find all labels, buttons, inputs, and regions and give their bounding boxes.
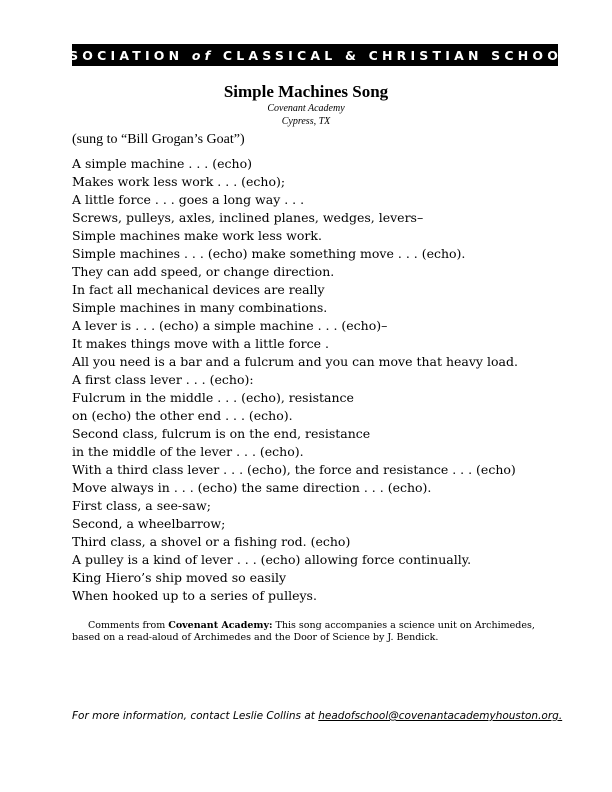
lyric-line: Third class, a shovel or a fishing rod. (echo)	[72, 534, 351, 549]
lyric-line: King Hiero’s ship moved so easily	[72, 570, 287, 585]
comment-school: Covenant Academy:	[168, 620, 273, 631]
lyric-line: Second class, fulcrum is on the end, resistance	[72, 426, 371, 441]
banner-text-schools: CLASSICAL & CHRISTIAN SCHOOLS	[222, 47, 588, 63]
header-banner	[42, 44, 588, 66]
lyric-line: First class, a see-saw;	[72, 498, 211, 513]
lyric-line: With a third class lever . . . (echo), the force and resistance . . . (echo)	[72, 462, 516, 477]
lyric-line: Screws, pulleys, axles, inclined planes, wedges, levers–	[72, 210, 424, 225]
comment-paragraph	[72, 620, 560, 644]
lyric-line: Fulcrum in the middle . . . (echo), resistance	[72, 390, 354, 405]
lyric-line: Second, a wheelbarrow;	[72, 516, 226, 531]
lyric-line: In fact all mechanical devices are really	[72, 282, 325, 297]
contact-email-link[interactable]: headofschool@covenantacademyhouston.org.	[318, 710, 563, 722]
banner-text-of: of	[191, 47, 215, 63]
song-title: Simple Machines Song	[223, 82, 389, 101]
footer-text: For more information, contact Leslie Collins at	[72, 710, 319, 722]
lyric-line: in the middle of the lever . . . (echo).	[72, 444, 304, 459]
comment-text: This song accompanies a science unit on Archimedes, based on a read-aloud of Archimedes and the Door of Science by J. Bendick.	[72, 620, 535, 643]
lyric-line: A little force . . . goes a long way . . .	[72, 192, 305, 207]
school-name: Covenant Academy	[267, 103, 345, 114]
lyric-line: They can add speed, or change direction.	[72, 264, 335, 279]
lyric-line: on (echo) the other end . . . (echo).	[72, 408, 293, 423]
lyric-line: It makes things move with a little force .	[72, 336, 329, 351]
lyric-line: Simple machines make work less work.	[72, 228, 322, 243]
comment-lead: Comments from	[88, 620, 169, 631]
lyric-line: A simple machine . . . (echo)	[72, 156, 252, 171]
banner-text-association: ASSOCIATION	[42, 47, 184, 63]
lyric-line: Move always in . . . (echo) the same direction . . . (echo).	[72, 480, 432, 495]
contact-footer	[72, 710, 562, 722]
lyric-line: A lever is . . . (echo) a simple machine . . . (echo)–	[72, 318, 388, 333]
lyric-line: Simple machines in many combinations.	[72, 300, 328, 315]
lyric-line: All you need is a bar and a fulcrum and you can move that heavy load.	[72, 354, 518, 369]
school-location: Cypress, TX	[281, 116, 331, 127]
tune-note: (sung to “Bill Grogan’s Goat”)	[72, 132, 245, 147]
lyric-line: Makes work less work . . . (echo);	[72, 174, 286, 189]
lyric-line: A pulley is a kind of lever . . . (echo) allowing force continually.	[72, 552, 472, 567]
lyric-line: A first class lever . . . (echo):	[72, 372, 254, 387]
lyrics-list	[72, 155, 518, 605]
lyric-line: When hooked up to a series of pulleys.	[72, 588, 317, 603]
lyric-line: Simple machines . . . (echo) make something move . . . (echo).	[72, 246, 466, 261]
